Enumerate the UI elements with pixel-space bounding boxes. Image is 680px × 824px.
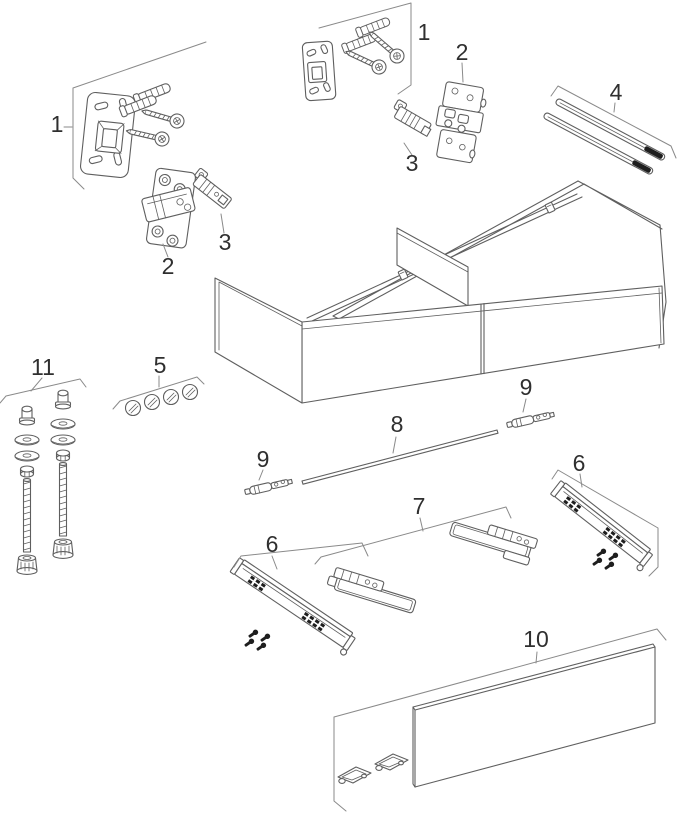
- part-rod-coupling-right: [506, 410, 555, 429]
- part-inner-front-panel: [338, 644, 655, 787]
- callout-3-left: [219, 214, 232, 255]
- part-bracket-adapter-left: [189, 168, 235, 209]
- callout-7: [315, 493, 511, 564]
- part-profile-strips: [543, 98, 666, 175]
- part-wall-plate-fixing-set-upper: [302, 16, 407, 101]
- callout-9-left: [257, 446, 270, 480]
- part-label-10: 10: [523, 626, 549, 652]
- part-label-6-left: 6: [265, 531, 279, 557]
- part-drawer-rail-right: [547, 480, 656, 572]
- part-label-1-left: 1: [50, 111, 64, 137]
- part-label-1-upper: 1: [417, 19, 431, 45]
- callout-4: [551, 79, 676, 158]
- callout-3-upper: [404, 143, 418, 176]
- part-synchronisation-rod: [302, 430, 498, 484]
- part-rod-coupling-left: [244, 477, 293, 496]
- part-label-3-left: 3: [218, 229, 232, 255]
- part-label-5: 5: [153, 352, 167, 378]
- part-hanging-bracket-upper: [430, 81, 488, 164]
- callout-8: [391, 411, 404, 453]
- part-label-11: 11: [31, 354, 55, 380]
- part-wall-plate-fixing-set-left: [80, 82, 186, 179]
- part-label-7: 7: [412, 493, 426, 519]
- callout-2-upper: [456, 39, 469, 82]
- part-drawer-front-fixing-caps: [326, 514, 538, 613]
- callout-9-right: [520, 374, 533, 412]
- part-label-3-upper: 3: [405, 150, 419, 176]
- part-hanging-bracket-left: [135, 166, 200, 249]
- callout-11: [0, 354, 86, 403]
- part-label-2-left: 2: [161, 253, 175, 279]
- part-bracket-adapter-upper: [390, 99, 436, 136]
- part-label-2-upper: 2: [455, 39, 469, 65]
- part-label-9-left: 9: [256, 446, 270, 472]
- part-label-4: 4: [609, 79, 623, 105]
- part-label-9-right: 9: [519, 374, 533, 400]
- part-label-8: 8: [390, 411, 404, 437]
- part-label-6-right: 6: [572, 450, 586, 476]
- cabinet-body: [215, 181, 666, 403]
- callout-2-left: [162, 244, 175, 279]
- callout-1-upper: [319, 3, 430, 94]
- part-cover-caps: [126, 385, 198, 416]
- part-threaded-rod-fastening-set: [15, 390, 75, 574]
